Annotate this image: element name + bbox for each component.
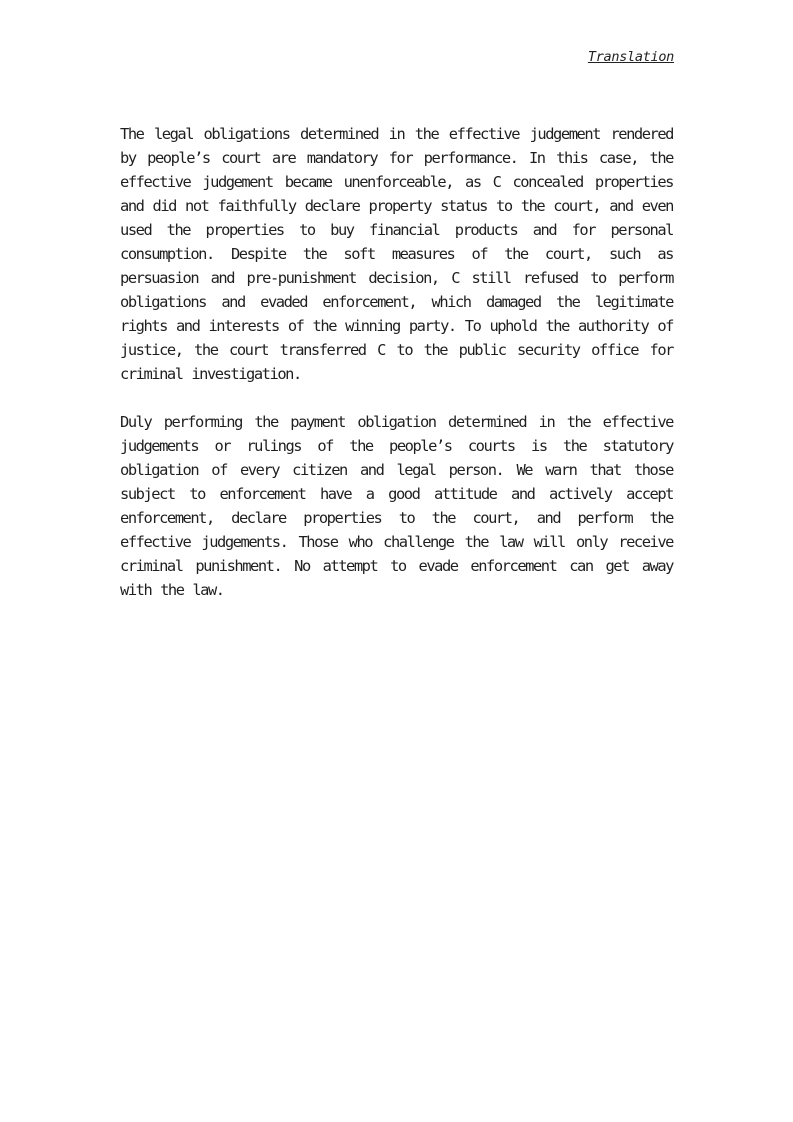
paragraph-1: The legal obligations determined in the effective judgement rendered by people’s court are mandatory for performance. In this case, the effective judgement became unenforceable, as C concealed properties and did not faithfully declare property status to the court, and even used the properties to buy financial products and for personal consumption. Despite the soft measures of the court, such as persuasion and pre-punishment decision, C still refused to perform obligations and evaded enforcement, which damaged the legitimate rights and interests of the winning party. To uphold the authority of justice, the court transferred C to the public security office for criminal investigation. <box>120 125 673 383</box>
document-body <box>120 122 673 626</box>
paragraph-2: Duly performing the payment obligation determined in the effective judgements or rulings of the people’s courts is the statutory obligation of every citizen and legal person. We warn that those subject to enforcement have a good attitude and actively accept enforcement, declare properties to the court, and perform the effective judgements. Those who challenge the law will only receive criminal punishment. No attempt to evade enforcement can get away with the law. <box>120 413 673 599</box>
translation-label: Translation <box>587 49 674 65</box>
